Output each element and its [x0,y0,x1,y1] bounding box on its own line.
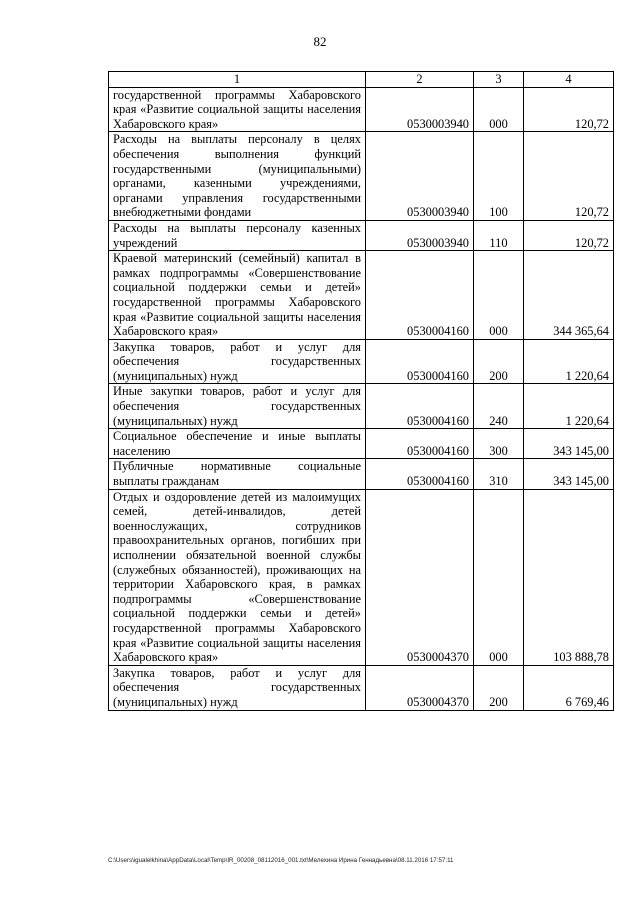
row-type: 200 [474,665,524,710]
table-row [109,489,614,665]
row-code: 0530004370 [366,665,474,710]
table-header-row [109,72,614,88]
table-row [109,384,614,429]
row-amount: 120,72 [524,132,614,221]
row-code: 0530004160 [366,459,474,489]
row-amount: 120,72 [524,87,614,132]
page-number: 82 [313,34,327,49]
table-row [109,132,614,221]
row-code: 0530004160 [366,339,474,384]
table-row [109,339,614,384]
row-type: 110 [474,220,524,250]
row-amount: 1 220,64 [524,384,614,429]
row-name: Иные закупки товаров, работ и услуг для обеспечения государственных (муниципальных) нужд [109,384,366,429]
row-type: 000 [474,251,524,340]
header-col-2: 2 [366,72,474,88]
row-amount: 103 888,78 [524,489,614,665]
table-row [109,459,614,489]
document-footer-path: C:\Users\igualelkhina\AppData\Local\Temp\IR_00208_08112016_001.txt\Мелехина Ирина Геннадьевна\08.11.2016 17:57:11 [108,857,454,864]
row-code: 0530004160 [366,429,474,459]
row-code: 0530003940 [366,132,474,221]
row-type: 310 [474,459,524,489]
row-name: государственной программы Хабаровского края «Развитие социальной защиты населения Хабаровского края» [109,87,366,132]
row-code: 0530003940 [366,220,474,250]
table-row [109,87,614,132]
row-type: 000 [474,489,524,665]
row-name: Социальное обеспечение и иные выплаты населению [109,429,366,459]
row-name: Закупка товаров, работ и услуг для обеспечения государственных (муниципальных) нужд [109,665,366,710]
row-name: Отдых и оздоровление детей из малоимущих семей, детей-инвалидов, детей военнослужащих, сотрудников правоохранительных органов, погибших при исполнении обязательной военной службы (служебных обязанностей), проживающих на территории Хабаровского края, в рамках подпрограммы «Совершенствование социальной поддержки семьи и детей» государственной программы Хабаровского края «Развитие социальной защиты населения Хабаровского края» [109,489,366,665]
row-code: 0530004160 [366,251,474,340]
row-amount: 343 145,00 [524,459,614,489]
table-row [109,220,614,250]
header-col-3: 3 [474,72,524,88]
header-col-1: 1 [109,72,366,88]
row-name: Расходы на выплаты персоналу казенных учреждений [109,220,366,250]
row-name: Расходы на выплаты персоналу в целях обеспечения выполнения функций государственными (муниципальными) органами, казенными учреждениями, органами управления государственными внебюджетными фондами [109,132,366,221]
row-code: 0530004370 [366,489,474,665]
table-row [109,665,614,710]
table-row [109,251,614,340]
row-amount: 344 365,64 [524,251,614,340]
table-row [109,429,614,459]
budget-table [108,71,614,711]
row-code: 0530004160 [366,384,474,429]
header-col-4: 4 [524,72,614,88]
row-amount: 1 220,64 [524,339,614,384]
row-name: Краевой материнский (семейный) капитал в рамках подпрограммы «Совершенствование социальной поддержки семьи и детей» государственной программы Хабаровского края «Развитие социальной защиты населения Хабаровского края» [109,251,366,340]
row-type: 300 [474,429,524,459]
row-amount: 343 145,00 [524,429,614,459]
row-name: Закупка товаров, работ и услуг для обеспечения государственных (муниципальных) нужд [109,339,366,384]
row-type: 240 [474,384,524,429]
row-type: 200 [474,339,524,384]
row-type: 100 [474,132,524,221]
row-amount: 6 769,46 [524,665,614,710]
row-name: Публичные нормативные социальные выплаты гражданам [109,459,366,489]
row-code: 0530003940 [366,87,474,132]
row-type: 000 [474,87,524,132]
row-amount: 120,72 [524,220,614,250]
